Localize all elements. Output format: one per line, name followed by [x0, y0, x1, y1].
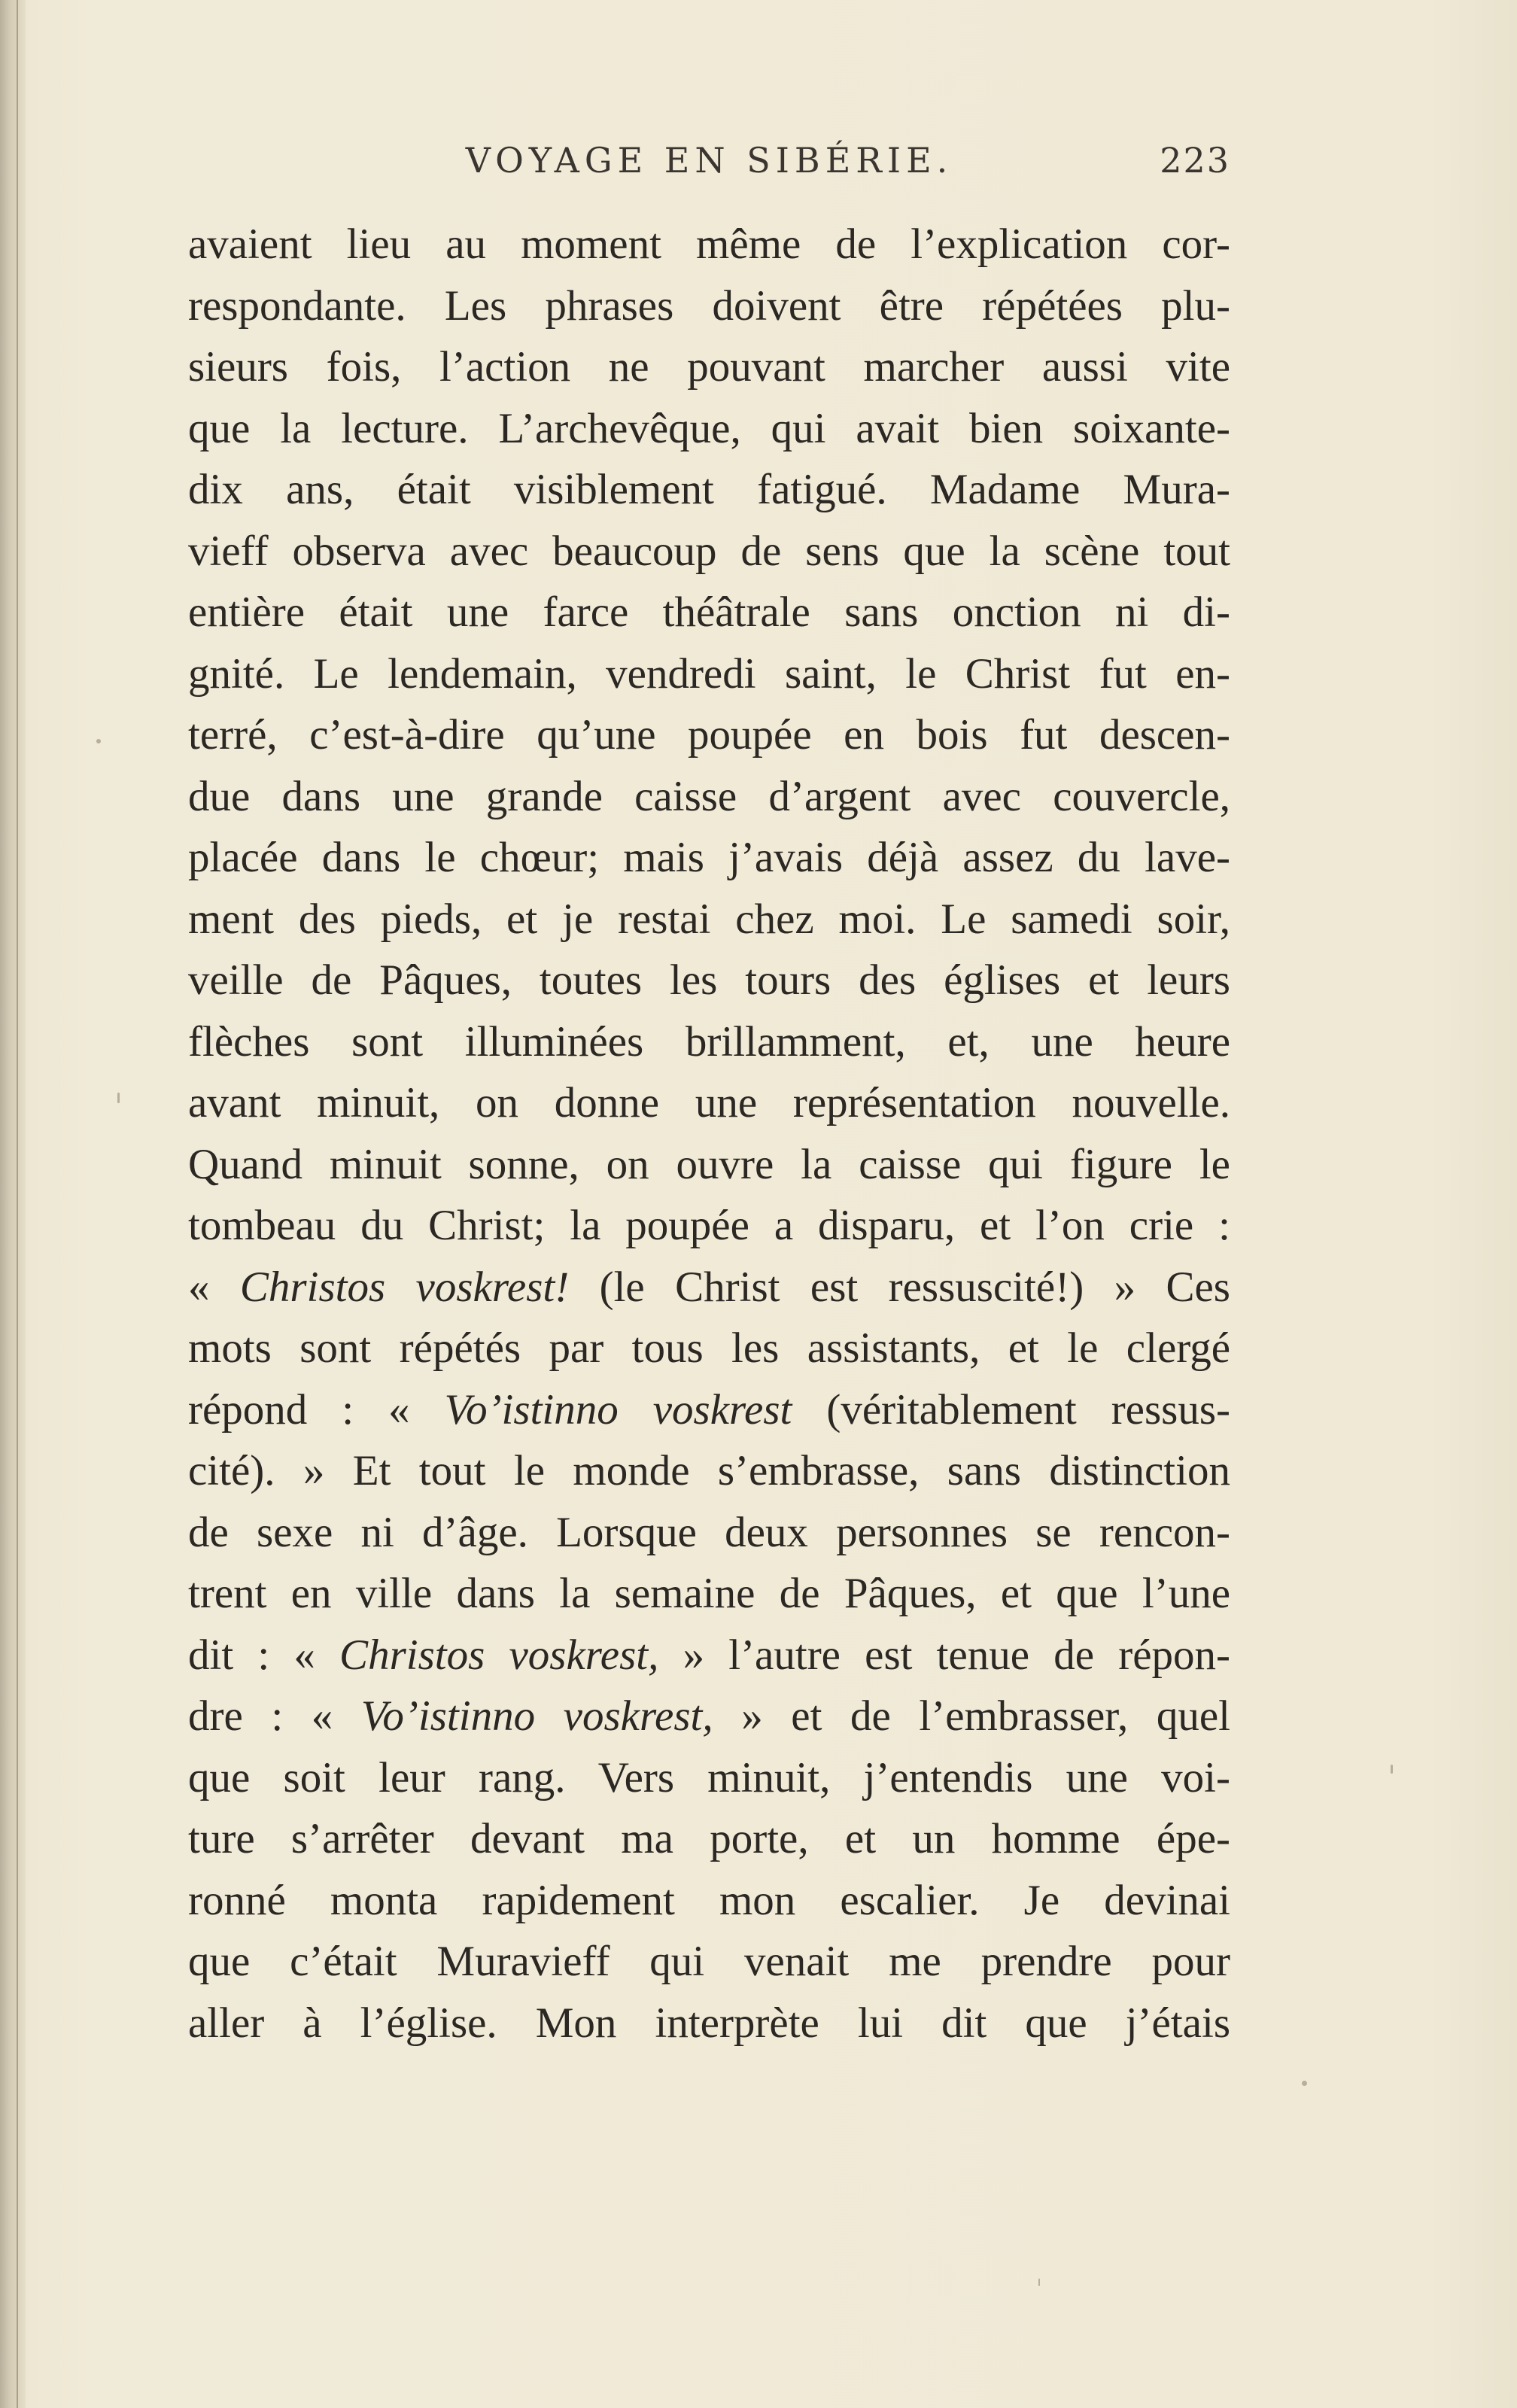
text-line: Quand minuit sonne, on ouvre la caisse qui figure le: [188, 1140, 1230, 1188]
text-line: placée dans le chœur; mais j’avais déjà assez du lave-: [188, 834, 1230, 881]
running-title: VOYAGE EN SIBÉRIE.: [465, 140, 953, 181]
text-line: que c’était Muravieff qui venait me prendre pour: [188, 1938, 1230, 1985]
text-line: ment des pieds, et je restai chez moi. Le samedi soir,: [188, 895, 1230, 943]
page-header: [188, 140, 1230, 193]
text-line: que soit leur rang. Vers minuit, j’entendis une voi-: [188, 1753, 1230, 1801]
italic-russian-phrase: Vo’istinno voskrest: [444, 1385, 792, 1434]
text-line: avant minuit, on donne une représentation nouvelle.: [188, 1079, 1230, 1126]
text-line: ture s’arrêter devant ma porte, et un homme épe-: [188, 1815, 1230, 1862]
text-line: mots sont répétés par tous les assistants, et le clergé: [188, 1324, 1230, 1372]
italic-russian-phrase: Christos voskrest!: [239, 1263, 570, 1311]
text-line: flèches sont illuminées brillamment, et, une heure: [188, 1017, 1230, 1066]
text-line: ronné monta rapidement mon escalier. Je devinai: [188, 1876, 1230, 1924]
text-line: [188, 1686, 1230, 1747]
text-segment: «: [188, 1263, 240, 1311]
text-line: tombeau du Christ; la poupée a disparu, et l’on crie :: [188, 1202, 1230, 1249]
text-line: veille de Pâques, toutes les tours des églises et leurs: [188, 956, 1230, 1004]
paper-speck: [96, 739, 101, 743]
text-line: [188, 1625, 1230, 1686]
paper-speck: [1391, 1765, 1393, 1774]
text-line: de sexe ni d’âge. Lorsque deux personnes se rencon-: [188, 1508, 1230, 1556]
italic-russian-phrase: Vo’istinno voskrest,: [360, 1692, 713, 1740]
text-segment: (véritablement ressus-: [792, 1385, 1230, 1434]
text-line: que la lecture. L’archevêque, qui avait bien soixante-: [188, 404, 1230, 452]
text-line: gnité. Le lendemain, vendredi saint, le Christ fut en-: [188, 649, 1230, 698]
gutter-line: [17, 0, 18, 2408]
text-line: terré, c’est-à-dire qu’une poupée en bois fut descen-: [188, 711, 1230, 759]
paper-speck: [1302, 2081, 1307, 2086]
text-line: aller à l’église. Mon interprète lui dit que j’étais: [188, 1999, 1230, 2047]
text-line: cité). » Et tout le monde s’embrasse, sans distinction: [188, 1447, 1230, 1494]
text-line: vieff observa avec beaucoup de sens que la scène tout: [188, 527, 1230, 575]
italic-russian-phrase: Christos voskrest,: [339, 1631, 659, 1679]
text-segment: » l’autre est tenue de répon-: [658, 1631, 1230, 1679]
text-segment: (le Christ est ressuscité!) » Ces: [569, 1263, 1230, 1311]
text-line: [188, 1379, 1230, 1441]
paper-speck: [117, 1093, 120, 1103]
text-line: [188, 1257, 1230, 1318]
text-line: trent en ville dans la semaine de Pâques, et que l’une: [188, 1570, 1230, 1617]
page-gutter: [0, 0, 26, 2408]
text-line: sieurs fois, l’action ne pouvant marcher aussi vite: [188, 343, 1230, 391]
paper-speck: [1038, 2279, 1040, 2286]
text-segment: dit : «: [188, 1631, 340, 1679]
text-line: respondante. Les phrases doivent être répétées plu-: [188, 281, 1230, 330]
text-line: dix ans, était visiblement fatigué. Madame Mura-: [188, 466, 1230, 513]
text-line: entière était une farce théâtrale sans onction ni di-: [188, 588, 1230, 636]
text-segment: répond : «: [188, 1385, 445, 1434]
text-line: due dans une grande caisse d’argent avec couvercle,: [188, 772, 1230, 820]
page-number: 223: [1160, 140, 1230, 181]
body-text: [188, 214, 1230, 2054]
text-segment: » et de l’embrasser, quel: [713, 1692, 1230, 1740]
text-segment: dre : «: [188, 1692, 361, 1740]
text-line: avaient lieu au moment même de l’explication cor-: [188, 220, 1230, 268]
